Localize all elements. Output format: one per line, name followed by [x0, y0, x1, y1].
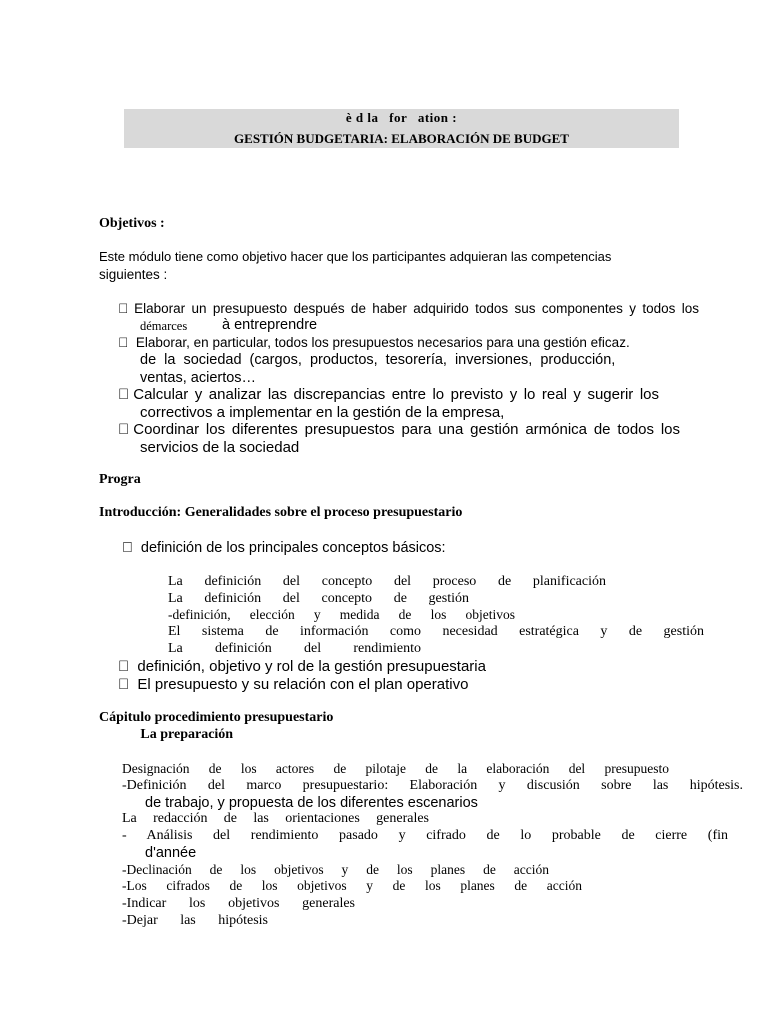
bullet-icon [118, 335, 128, 350]
sub-item-3-text: -definición, elección y medida de los objetivos [168, 607, 515, 622]
cap-line-1-text: Designación de los actores de pilotaje de la elaboración del presupuesto [122, 761, 669, 776]
bullet-icon [118, 386, 129, 403]
cap-line-8 [122, 913, 268, 929]
preparacion-text: La preparación [126, 727, 219, 742]
bullet-presupuesto-text: El presupuesto y su relación con el plan operativo [122, 676, 454, 693]
objetivo-item-2-line-1 [118, 335, 630, 350]
header-line-2: GESTIÓN BUDGETARIA: ELABORACIÓN DE BUDGET [234, 131, 569, 146]
sub-item-3 [168, 607, 515, 623]
bullet-icon [118, 676, 129, 693]
cap-line-7-text: -Indicar los objetivos generales [122, 896, 355, 911]
objetivo-item-3-line-1 [118, 386, 659, 403]
cap-line-2 [122, 778, 743, 794]
sub-item-2 [168, 591, 469, 607]
cap-line-1 [122, 761, 669, 777]
cap-line-5 [122, 862, 549, 878]
cap-line-2-text: -Definición del marco presupuestario: Elaboración y discusión sobre las hipótesis. [122, 778, 743, 793]
sub-item-4 [168, 624, 704, 640]
bullet-icon [118, 301, 128, 316]
bullet-icon [118, 421, 129, 438]
cap-line-7 [122, 896, 355, 912]
cap-line-5-text: -Declinación de los objetivos y de los planes de acción [122, 862, 549, 877]
definicion-bullet [122, 540, 446, 556]
cap-line-2-cont: de trabajo, y propuesta de los diferentes escenarios [145, 795, 478, 811]
objetivo-item-4-text: Coordinar los diferentes presupuestos para una gestión armónica de todos los [122, 421, 680, 438]
cap-line-8-text: -Dejar las hipótesis [122, 913, 268, 928]
sub-item-2-text: La definición del concepto de gestión [168, 591, 469, 606]
cap-line-6 [122, 878, 582, 894]
bullet-icon [118, 658, 129, 675]
bullet-icon [122, 540, 133, 556]
objetivos-intro-1: Este módulo tiene como objetivo hacer que los participantes adquieran las competencias [99, 249, 612, 264]
objetivo-item-1-word-2: à entreprendre [222, 317, 318, 333]
cap-line-3 [122, 811, 429, 827]
cap-line-4-text: - Análisis del rendimiento pasado y cifrado de lo probable de cierre (fin [122, 828, 728, 843]
sub-item-5-text: La definición del rendimiento [168, 641, 421, 656]
definicion-bullet-text: definición de los principales conceptos básicos: [126, 540, 431, 556]
objetivo-item-4-line-2: servicios de la sociedad [140, 439, 300, 456]
objetivos-intro-2: siguientes : [99, 267, 168, 282]
cap-line-3-text: La redacción de las orientaciones generales [122, 811, 429, 826]
cap-line-6-text: -Los cifrados de los objetivos y de los planes de acción [122, 878, 582, 893]
introduccion-title: Introducción: Generalidades sobre el proceso presupuestario [99, 505, 463, 520]
sub-item-1-text: La definición del concepto del proceso de planificación [168, 574, 606, 589]
sub-item-1 [168, 574, 606, 590]
bullet-gestion [118, 658, 486, 675]
objetivo-item-2-text: Elaborar, en particular, todos los presupuestos necesarios para una gestión eficaz. [122, 335, 616, 350]
sub-item-5 [168, 641, 421, 657]
capitulo-title: Cápitulo procedimiento presupuestario [99, 710, 334, 725]
bullet-icon [122, 727, 133, 742]
header-line-1: è d la for ation : [352, 110, 451, 125]
cap-line-4 [122, 828, 728, 844]
cap-line-4-cont: d'année [145, 845, 197, 861]
programa-title: Progra [99, 472, 141, 487]
objetivo-item-4-line-1 [118, 421, 680, 438]
document-header [124, 109, 679, 148]
objetivo-item-1-word-1: démarces [140, 319, 188, 333]
objetivo-item-2-line-3: ventas, aciertos… [140, 370, 257, 386]
bullet-gestion-text: definición, objetivo y rol de la gestión presupuestaria [122, 658, 471, 675]
bullet-presupuesto [118, 676, 468, 693]
objetivo-item-1-text: Elaborar un presupuesto después de haber adquirido todos sus componentes y todos los [124, 301, 699, 316]
objetivo-item-1-line-1 [118, 301, 699, 316]
objetivos-title: Objetivos : [99, 216, 165, 231]
objetivo-item-2-line-2: de la sociedad (cargos, productos, tesorería, inversiones, producción, [140, 352, 616, 368]
objetivo-item-3-text: Calcular y analizar las discrepancias entre lo previsto y lo real y sugerir los [122, 386, 659, 403]
preparacion-heading [122, 727, 233, 743]
objetivo-item-3-line-2: correctivos a implementar en la gestión de la empresa, [140, 404, 505, 421]
sub-item-4-text: El sistema de información como necesidad estratégica y de gestión [168, 624, 704, 639]
